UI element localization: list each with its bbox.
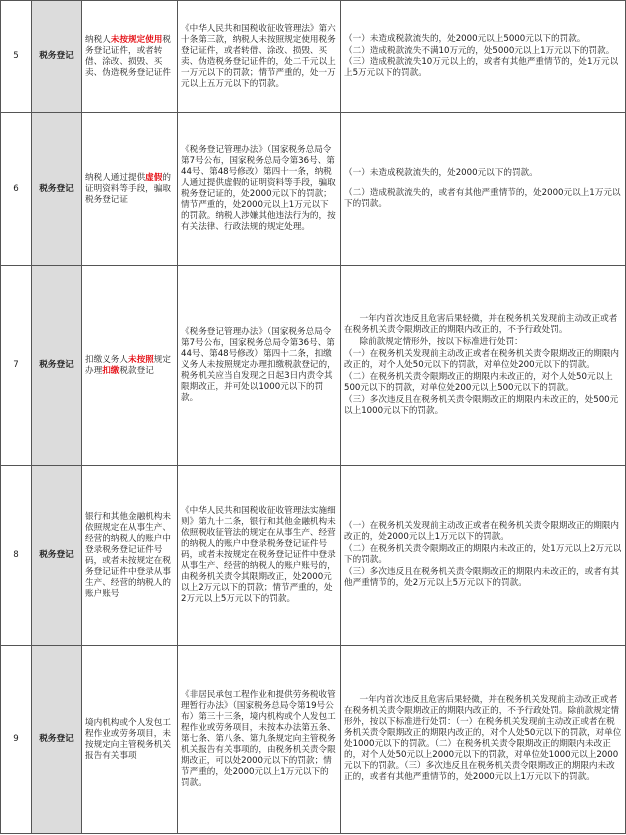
violation-behavior — [82, 266, 178, 466]
penalty-clause: （一）未造成税款流失的，处2000元以下的罚款。 — [344, 167, 538, 178]
penalty-standard — [341, 113, 626, 266]
table-row — [1, 646, 626, 834]
penalty-clause: （二）造成税款流失不满10万元的，处5000元以上1万元以下的罚款。（三）造成税款流失10万元以上的，或者有其他严重情节的，处1万元以上5万元以下的罚款。 — [344, 45, 619, 78]
violation-behavior — [82, 1, 178, 113]
violation-behavior: 银行和其他金融机构未依照规定在从事生产、经营的纳税人的账户中登录税务登记证件号码，或者未按规定在税务登记证件中登录从事生产、经营的纳税人的账户账号 — [82, 466, 178, 646]
violation-behavior — [82, 113, 178, 266]
behavior-text: 扣缴义务人 — [85, 354, 128, 365]
table-row — [1, 266, 626, 466]
penalty-clause: （一）在税务机关发现前主动改正或者在税务机关责令限期改正的期限内改正的，对个人处50元以下的罚款，对单位处200元以下的罚款。 — [344, 348, 620, 370]
behavior-highlight: 未按照 — [127, 354, 154, 365]
spacer — [344, 180, 622, 188]
row-number: 6 — [1, 113, 32, 266]
row-number: 8 — [1, 466, 32, 646]
legal-basis: 《中华人民共和国税收征收管理法实施细则》第九十二条，银行和其他金融机构未依照税收征管法的规定在从事生产、经营的纳税人的账户中登录税务登记证件号码，或者未按规定在税务登记证件中登录从事生产、经营的纳税人的账户账号的，由税务机关责令其限期改正，处2000元以上2万元以下的罚款；情节严重的，处2万元以上5万元以下的罚款。 — [178, 466, 341, 646]
table-row — [1, 466, 626, 646]
penalty-clause: （二）造成税款流失的，或者有其他严重情节的，处2000元以上1万元以下的罚款。 — [344, 187, 621, 209]
behavior-text: 税款登记 — [119, 365, 154, 376]
behavior-highlight: 扣缴 — [102, 365, 120, 376]
penalty-clause: （一）未造成税款流失的，处2000元以上5000元以下的罚款。 — [344, 33, 586, 44]
penalty-standard — [341, 1, 626, 113]
behavior-text: 纳税人通过提供 — [85, 172, 146, 183]
behavior-text: 规定办理 — [85, 354, 171, 376]
penalty-clause: 除前款规定情形外，按以下标准进行处罚： — [359, 336, 523, 347]
row-number: 5 — [1, 1, 32, 113]
penalty-clause: 一年内首次违反且危害后果轻微，并在税务机关发现前主动改正或者在税务机关责令限期改正的期限内改正的，不予行政处罚。 — [344, 313, 618, 335]
legal-basis: 《非居民承包工程作业和提供劳务税收管理暂行办法》（国家税务总局令第19号公布）第三十三条，境内机构或个人发包工程作业或劳务项目，未按本办法第五条、第七条、第八条、第九条规定向主管税务机关报告有关事项的，由税务机关责令限期改正，可以处2000元以下的罚款；情节严重的，处2000元以上1万元以下的罚款。 — [178, 646, 341, 834]
behavior-text: 的证明资料等手段，骗取税务登记证 — [85, 172, 171, 205]
penalty-standard — [341, 466, 626, 646]
penalty-clause: 一年内首次违反且危害后果轻微，并在税务机关发现前主动改正或者在税务机关责令限期改正的期限内改正的，不予行政处罚。除前款规定情形外，按以下标准进行处罚：（一）在税务机关发现前主动改正或者在税务机关责令限期改正的期限内改正的，对个人处50元以下的罚款，对单位处1000元以下的罚款。（二）在税务机关责令限期改正的期限内未改正的，对个人处50元以上2000元以下的罚款，对单位处1000元以上2000元以下的罚款。（三）多次违反且在税务机关责令限期改正的期限内未改正的，或者有其他严重情节的，处2000元以上1万元以下的罚款。 — [344, 695, 622, 782]
row-category: 税务登记 — [32, 1, 82, 113]
penalty-clause: （二）在税务机关责令限期改正的期限内未改正的，处1万元以上2万元以下的罚款。 — [344, 544, 622, 565]
row-number: 7 — [1, 266, 32, 466]
penalty-clause: （三）多次违反且在税务机关责令限期改正的期限内未改正的，处500元以上1000元以下的罚款。 — [344, 394, 619, 416]
row-category: 税务登记 — [32, 646, 82, 834]
violation-behavior: 境内机构或个人发包工程作业或劳务项目，未按规定向主管税务机关报告有关事项 — [82, 646, 178, 834]
legal-basis: 《中华人民共和国税收征收管理法》第六十条第三款，纳税人未按照规定使用税务登记证件，或者转借、涂改、损毁、买卖、伪造税务登记证件的，处二千元以上一万元以下的罚款；情节严重的，处一万元以上五万元以下的罚款。 — [178, 1, 341, 113]
penalty-clause: （三）多次违反且在税务机关责令限期改正的期限内未改正的，或者有其他严重情节的，处2万元以上5万元以下的罚款。 — [344, 567, 620, 588]
row-category: 税务登记 — [32, 466, 82, 646]
behavior-highlight: 虚假 — [145, 172, 163, 183]
table-row — [1, 113, 626, 266]
behavior-highlight: 未按规定使用 — [110, 34, 163, 45]
row-category: 税务登记 — [32, 113, 82, 266]
behavior-text: 纳税人 — [85, 34, 111, 45]
penalty-standard — [341, 266, 626, 466]
behavior-text: 税务登记证件，或者转借、涂改、损毁、买卖、伪造税务登记证件 — [85, 34, 171, 78]
row-category: 税务登记 — [32, 266, 82, 466]
legal-basis: 《税务登记管理办法》（国家税务总局令第7号公布，国家税务总局令第36号、第44号、第48号修改）第四十一条，纳税人通过提供虚假的证明资料等手段，骗取税务登记证的，处2000元以下的罚款；情节严重的，处2000元以上1万元以下的罚款。纳税人涉嫌其他违法行为的，按有关法律、行政法规的规定处理。 — [178, 113, 341, 266]
table-row — [1, 1, 626, 113]
legal-basis: 《税务登记管理办法》（国家税务总局令第7号公布，国家税务总局令第36号、第44号、第48号修改）第四十二条，扣缴义务人未按照规定办理扣缴税款登记的，税务机关应当自发现之日起3日内责令其限期改正，并可处以1000元以下的罚款。 — [178, 266, 341, 466]
penalty-clause: （一）在税务机关发现前主动改正或者在税务机关责令限期改正的期限内改正的，处2000元以上1万元以下的罚款。 — [344, 521, 620, 542]
penalty-standard — [341, 646, 626, 834]
penalty-clause: （二）在税务机关责令限期改正的期限内未改正的，对个人处50元以上500元以下的罚款，对单位处200元以上500元以下的罚款。 — [344, 371, 613, 393]
row-number: 9 — [1, 646, 32, 834]
